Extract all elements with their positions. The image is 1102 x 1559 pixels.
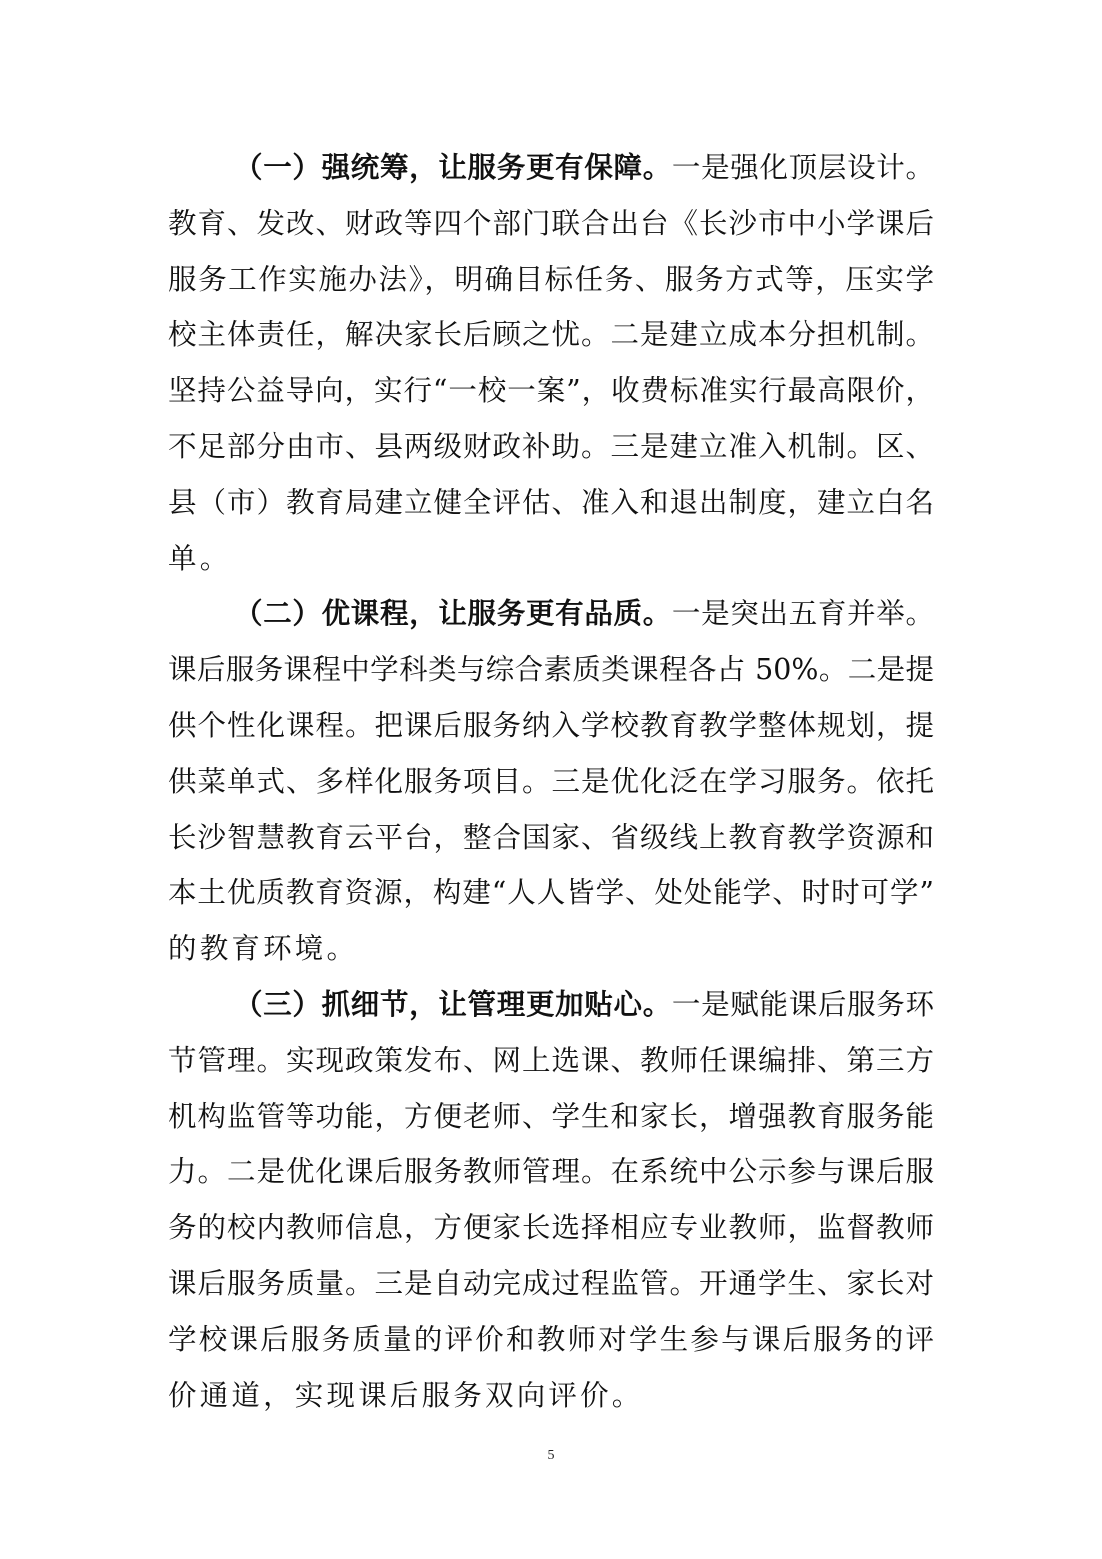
paragraph-3-line-2: 节管理。实现政策发布、网上选课、教师任课编排、第三方 [168, 1043, 934, 1077]
paragraph-1-heading: （一）强统筹，让服务更有保障。 [234, 151, 672, 184]
paragraph-3-line-4: 力。二是优化课后服务教师管理。在系统中公示参与课后服 [168, 1155, 934, 1189]
paragraph-2-line-7: 的教育环境。 [168, 932, 359, 966]
paragraph-3-line-6: 课后服务质量。三是自动完成过程监管。开通学生、家长对 [168, 1266, 934, 1300]
paragraph-1-line-7: 县（市）教育局建立健全评估、准入和退出制度，建立白名 [168, 485, 934, 519]
paragraph-3-line-7: 学校课后服务质量的评价和教师对学生参与课后服务的评 [168, 1322, 934, 1356]
paragraph-2-line-2: 课后服务课程中学科类与综合素质类课程各占 50%。二是提 [168, 653, 934, 687]
paragraph-2-line-3: 供个性化课程。把课后服务纳入学校教育教学整体规划，提 [168, 708, 934, 742]
paragraph-1-line-2: 教育、发改、财政等四个部门联合出台《长沙市中小学课后 [168, 206, 934, 240]
paragraph-1-line-1 [168, 140, 934, 196]
paragraph-3-text: 一是赋能课后服务环 [671, 987, 934, 1021]
paragraph-3-line-5: 务的校内教师信息，方便家长选择相应专业教师，监督教师 [168, 1211, 934, 1245]
paragraph-1-line-4: 校主体责任，解决家长后顾之忧。二是建立成本分担机制。 [168, 318, 934, 352]
paragraph-1-line-3: 服务工作实施办法》，明确目标任务、服务方式等，压实学 [168, 262, 934, 296]
paragraph-2-line-5: 长沙智慧教育云平台，整合国家、省级线上教育教学资源和 [168, 820, 934, 854]
paragraph-3-line-8: 价通道，实现课后服务双向评价。 [168, 1378, 644, 1412]
paragraph-1-line-5: 坚持公益导向，实行“一校一案”，收费标准实行最高限价， [168, 374, 934, 408]
paragraph-2-line-4: 供菜单式、多样化服务项目。三是优化泛在学习服务。依托 [168, 764, 934, 798]
paragraph-3-line-1 [168, 977, 934, 1033]
paragraph-2-line-6: 本土优质教育资源，构建“人人皆学、处处能学、时时可学” [168, 876, 934, 910]
paragraph-1-text: 一是强化顶层设计。 [671, 151, 934, 184]
paragraph-3-heading: （三）抓细节，让管理更加贴心。 [234, 987, 672, 1021]
paragraph-2-text: 一是突出五育并举。 [671, 597, 934, 631]
paragraph-1-line-8: 单。 [168, 541, 232, 575]
paragraph-2-heading: （二）优课程，让服务更有品质。 [234, 597, 672, 631]
paragraph-1-line-6: 不足部分由市、县两级财政补助。三是建立准入机制。区、 [168, 429, 934, 463]
paragraph-3-line-3: 机构监管等功能，方便老师、学生和家长，增强教育服务能 [168, 1099, 934, 1133]
body-text [168, 140, 934, 1423]
paragraph-2-line-1 [168, 586, 934, 642]
page-number: 5 [547, 1448, 555, 1463]
